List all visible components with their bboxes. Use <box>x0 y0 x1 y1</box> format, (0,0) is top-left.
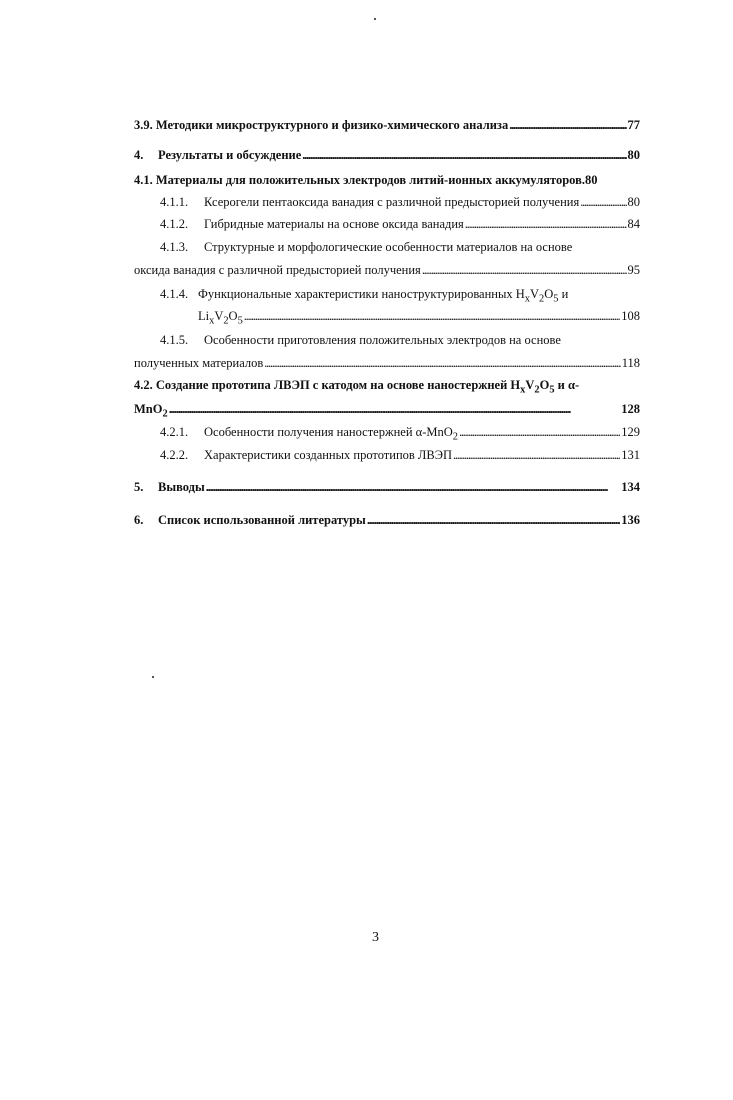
toc-leader <box>580 194 626 210</box>
toc-title: Результаты и обсуждение <box>158 148 302 162</box>
toc-page: 136 <box>621 513 640 527</box>
toc-page: 134 <box>621 480 640 494</box>
toc-entry-4-2-2[interactable] <box>160 447 640 463</box>
toc-number: 4.2. <box>134 378 153 392</box>
toc-entry-4-2-line1[interactable] <box>134 377 640 399</box>
toc-entry-4[interactable] <box>134 147 640 163</box>
toc-leader <box>264 355 620 371</box>
toc-page: 128 <box>621 402 640 416</box>
toc-entry-4-1-3-line2[interactable] <box>134 262 640 278</box>
toc-page: 95 <box>627 263 640 277</box>
toc-entry-4-1-2[interactable] <box>160 216 640 232</box>
scan-mark-left <box>152 676 154 678</box>
toc-leader <box>453 447 620 463</box>
toc-leader <box>465 216 627 232</box>
toc-page: 84 <box>627 217 640 231</box>
toc-entry-4-1-3-line1[interactable] <box>160 239 640 255</box>
toc-entry-6[interactable] <box>134 512 640 528</box>
toc-page: 118 <box>621 356 640 370</box>
toc-title: Ксерогели пентаоксида ванадия с различной предысторией получения <box>204 195 580 209</box>
toc-number: 4.1.2. <box>160 217 189 231</box>
toc-leader <box>206 479 621 495</box>
toc-title-continued: оксида ванадия с различной предысторией получения <box>134 263 421 277</box>
toc-entry-3-9[interactable] <box>134 117 640 133</box>
toc-number: 4.1. <box>134 173 153 187</box>
scan-mark-top <box>374 18 376 20</box>
toc-entry-4-1-4-line2[interactable] <box>198 308 640 330</box>
toc-entry-4-1-4-line1[interactable] <box>160 286 640 308</box>
toc-number: 4.1.1. <box>160 195 189 209</box>
toc-entry-4-1-5-line1[interactable] <box>160 332 640 348</box>
toc-number: 4.1.5. <box>160 333 189 347</box>
toc-number: 4.1.4. <box>160 287 189 301</box>
toc-number: 4.2.2. <box>160 448 189 462</box>
page-number: 3 <box>372 930 379 945</box>
toc-title: Характеристики созданных прототипов ЛВЭП <box>204 448 453 462</box>
toc-entry-4-1[interactable] <box>134 172 640 188</box>
toc-title-continued: полученных материалов <box>134 356 264 370</box>
toc-number: 4.2.1. <box>160 425 189 439</box>
toc-leader <box>422 262 627 278</box>
toc-leader <box>302 147 626 163</box>
toc-title: Методики микроструктурного и физико-химического анализа <box>155 118 509 132</box>
toc-title: Выводы <box>158 480 205 494</box>
toc-entry-4-1-5-line2[interactable] <box>134 355 640 371</box>
toc-page: 108 <box>621 309 640 323</box>
toc-number: 4.1.3. <box>160 240 189 254</box>
toc-title: Особенности получения наностержней α-MnO$_2$ <box>204 425 458 443</box>
toc-number: 3.9. <box>134 118 153 132</box>
toc-entry-4-2-line2[interactable] <box>134 401 640 423</box>
toc-title-continued: MnO$_2$ <box>134 402 168 420</box>
toc-title-continued: $Li_xV_2O_5$ <box>198 309 243 327</box>
toc-leader <box>244 308 620 324</box>
toc-page: 131 <box>621 448 640 462</box>
toc-entry-4-1-1[interactable] <box>160 194 640 210</box>
toc-page: 80 <box>584 173 598 187</box>
toc-title: Создание прототипа ЛВЭП с катодом на основе наностержней $H_xV_2O_5$ и α- <box>155 378 580 396</box>
toc-number: 4. <box>134 148 144 162</box>
toc-leader <box>509 117 626 133</box>
toc-number: 5. <box>134 480 144 494</box>
toc-page: 80 <box>627 148 640 162</box>
toc-leader <box>169 401 621 417</box>
toc-leader <box>367 512 620 528</box>
toc-number: 6. <box>134 513 144 527</box>
toc-title: Функциональные характеристики наноструктурированных $H_xV_2O_5$ и <box>198 287 569 305</box>
toc-title: Гибридные материалы на основе оксида ванадия <box>204 217 464 231</box>
toc-title: Материалы для положительных электродов литий-ионных аккумуляторов. <box>155 173 585 187</box>
toc-entry-5[interactable] <box>134 479 640 495</box>
toc-entry-4-2-1[interactable] <box>160 424 640 446</box>
toc-title: Структурные и морфологические особенности материалов на основе <box>204 240 573 254</box>
toc-leader <box>459 424 620 440</box>
toc-title: Особенности приготовления положительных электродов на основе <box>204 333 561 347</box>
toc-page: 80 <box>627 195 640 209</box>
toc-page: 129 <box>621 425 640 439</box>
toc-page: 77 <box>627 118 640 132</box>
toc-title: Список использованной литературы <box>158 513 366 527</box>
